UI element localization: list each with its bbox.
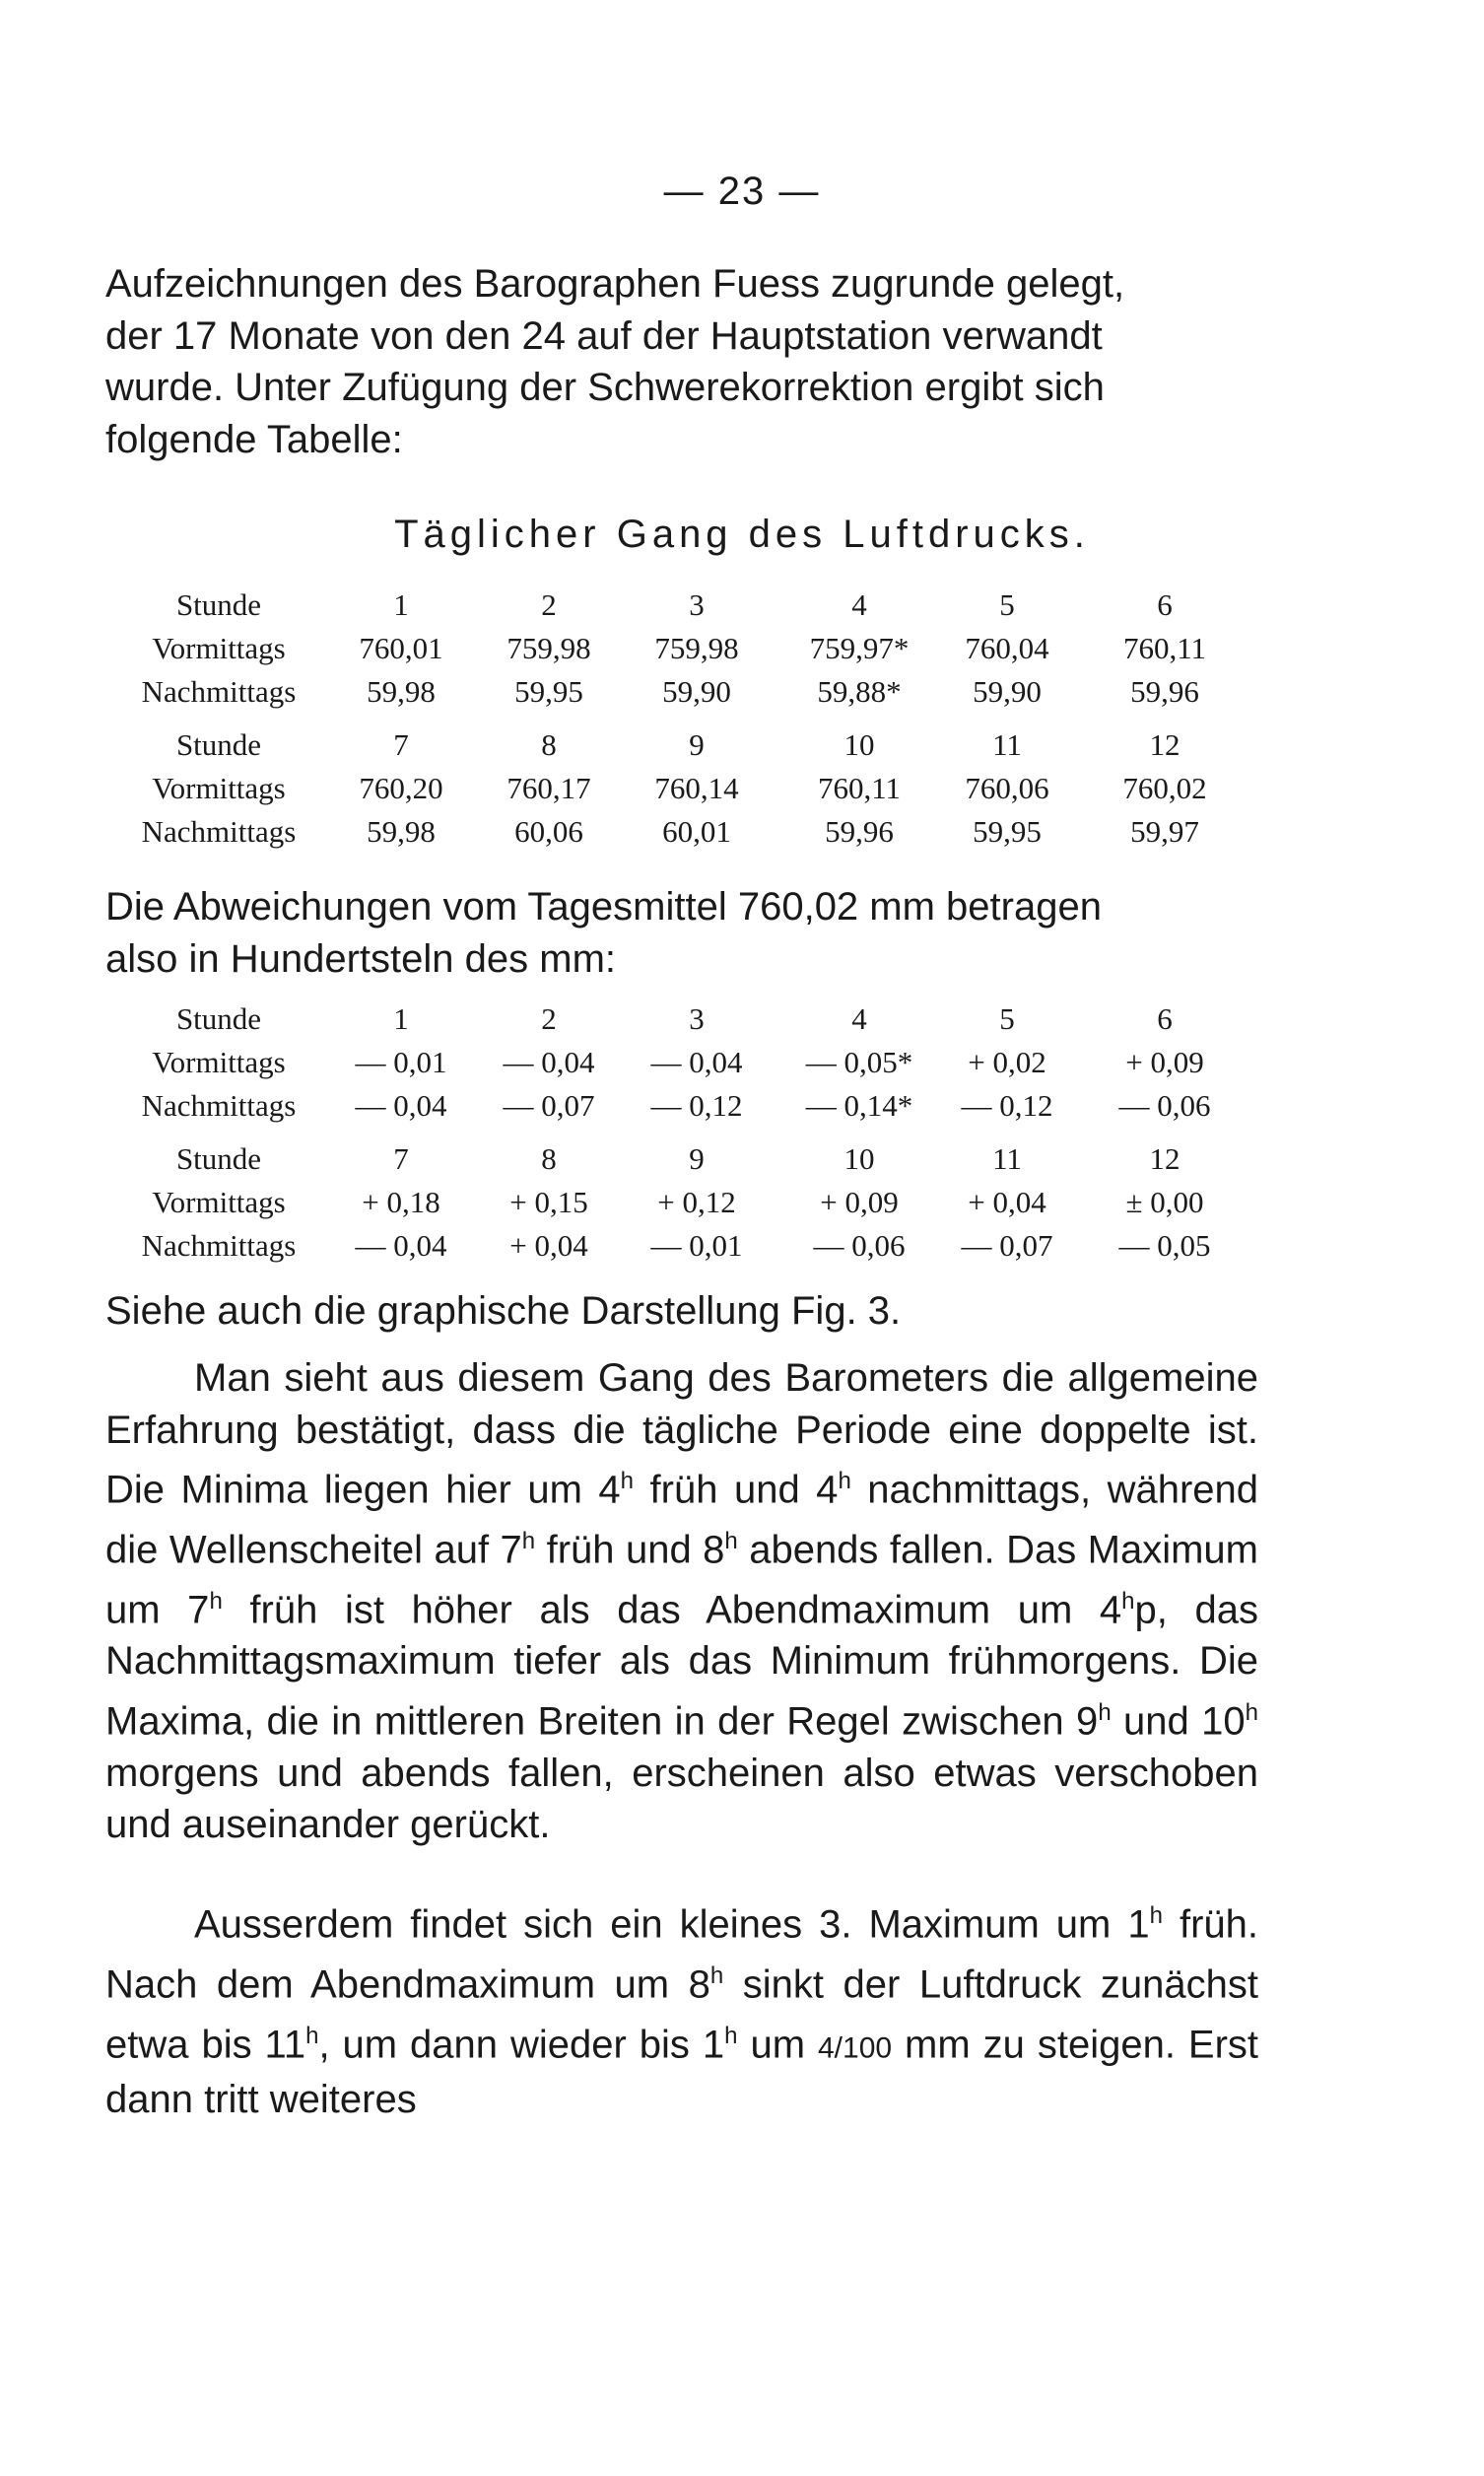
table-cell: 59,98: [367, 674, 436, 709]
table-cell: 6: [1157, 1001, 1173, 1036]
see-also-line: Siehe auch die graphische Darstellung Fig. 3.: [105, 1289, 902, 1333]
table-cell: 760,11: [1122, 631, 1207, 665]
table-cell: 12: [1149, 1141, 1180, 1176]
intro-line: Aufzeichnungen des Barographen Fuess zugrunde gelegt,: [105, 262, 1125, 306]
table-cell: 11: [992, 727, 1022, 762]
row-label: Vormittags: [152, 771, 286, 805]
body-paragraph-1: Man sieht aus diesem Gang des Barometers die allgemeine Erfahrung bestätigt, dass die tägliche Periode eine doppelte ist. Die Minima liegen hier um 4$^h$ früh und 4$^h$ nachmittags, während die Wellenscheitel auf 7$^h$ früh und 8$^h$ abends fallen. Das Maximum um 7$^h$ früh ist höher als das Abendmaximum um 4$^h$p, das Nachmittagsmaximum tiefer als das Minimum frühmorgens. Die Maxima, die in mittleren Breiten in der Regel zwischen 9$^h$ und 10$^h$ morgens und abends fallen, erscheinen also etwas verschoben und auseinander gerückt.: [105, 1356, 1259, 1847]
table-cell: 8: [541, 1141, 557, 1176]
intro-line: der 17 Monate von den 24 auf der Hauptstation verwandt: [105, 313, 1103, 358]
table-cell: 1: [393, 1001, 409, 1036]
table-cell: — 0,12: [650, 1088, 743, 1123]
table-cell: 9: [689, 727, 705, 762]
deviation-table: [105, 1001, 1258, 1272]
table-cell: 10: [843, 1141, 875, 1176]
row-label: Nachmittags: [141, 1228, 297, 1263]
row-label: Vormittags: [152, 1045, 286, 1079]
table-row: [105, 814, 1258, 858]
table-row: [105, 1185, 1258, 1228]
table-cell: 59,97: [1130, 814, 1199, 849]
table-cell: 10: [843, 727, 875, 762]
row-label: Nachmittags: [141, 674, 297, 709]
table-cell: — 0,04: [355, 1228, 447, 1263]
table-row: [105, 674, 1258, 718]
table-cell: 60,06: [514, 814, 583, 849]
table-cell: 3: [689, 587, 705, 622]
deviation-intro-line: also in Hundertsteln des mm:: [105, 936, 617, 981]
table-cell: 59,95: [973, 814, 1042, 849]
table-cell: 9: [689, 1141, 705, 1176]
table-cell: — 0,05: [1118, 1228, 1211, 1263]
table-cell: + 0,02: [968, 1045, 1046, 1079]
table-row: [105, 1088, 1258, 1132]
table-cell: + 0,09: [1125, 1045, 1204, 1079]
table-cell: 759,97*: [809, 631, 910, 665]
table-cell: 5: [999, 587, 1015, 622]
table-cell: 760,01: [359, 631, 443, 665]
pressure-table: [105, 587, 1258, 858]
table-cell: — 0,01: [650, 1228, 743, 1263]
table-cell: — 0,04: [355, 1088, 447, 1123]
table-cell: 760,14: [654, 771, 739, 805]
table-cell: 760,17: [506, 771, 591, 805]
table-cell: + 0,09: [820, 1185, 899, 1219]
table-cell: 12: [1149, 727, 1180, 762]
table-cell: 59,90: [973, 674, 1042, 709]
table-cell: 4: [851, 1001, 867, 1036]
row-label: Stunde: [175, 587, 262, 622]
row-label: Vormittags: [152, 631, 286, 665]
deviation-intro: [105, 881, 1258, 985]
table-cell: + 0,18: [362, 1185, 440, 1219]
table-cell: — 0,14*: [805, 1088, 913, 1123]
table-row: [105, 631, 1258, 674]
table-title: Täglicher Gang des Luftdrucks.: [394, 513, 1090, 556]
table-cell: 760,20: [359, 771, 443, 805]
table-cell: 59,98: [367, 814, 436, 849]
table-header-row: [105, 727, 1258, 771]
row-label: Stunde: [175, 1141, 262, 1176]
table-cell: 59,95: [514, 674, 583, 709]
table-header-row: [105, 587, 1258, 631]
table-header-row: [105, 1141, 1258, 1185]
table-cell: 8: [541, 727, 557, 762]
table-cell: 5: [999, 1001, 1015, 1036]
row-label: Vormittags: [152, 1185, 286, 1219]
table-cell: 59,90: [662, 674, 731, 709]
intro-line: folgende Tabelle:: [105, 417, 403, 461]
table-cell: — 0,04: [503, 1045, 595, 1079]
table-cell: — 0,05*: [805, 1045, 913, 1079]
table-cell: 759,98: [506, 631, 591, 665]
intro-line: wurde. Unter Zufügung der Schwerekorrektion ergibt sich: [105, 366, 1105, 409]
row-label: Stunde: [175, 727, 262, 762]
intro-paragraph: [105, 258, 1258, 465]
table-cell: 759,98: [654, 631, 739, 665]
table-cell: + 0,04: [509, 1228, 588, 1263]
body-paragraph-2: Ausserdem findet sich ein kleines 3. Maximum um 1$^h$ früh. Nach dem Abendmaximum um 8$^h$ sinkt der Luftdruck zunächst etwa bis 11$^h$, um dann wieder bis 1$^h$ um 4/100 mm zu steigen. Erst dann tritt weiteres: [105, 1902, 1259, 2122]
table-cell: + 0,12: [657, 1185, 736, 1219]
table-cell: — 0,12: [961, 1088, 1053, 1123]
table-cell: — 0,04: [650, 1045, 743, 1079]
table-row: [105, 1045, 1258, 1088]
fraction: 4/100: [817, 2030, 893, 2064]
table-cell: 6: [1157, 587, 1173, 622]
row-label: Stunde: [175, 1001, 262, 1036]
table-cell: 3: [689, 1001, 705, 1036]
table-cell: 760,04: [965, 631, 1049, 665]
table-cell: 2: [541, 587, 557, 622]
table-cell: 7: [393, 727, 409, 762]
table-cell: 2: [541, 1001, 557, 1036]
table-row: [105, 771, 1258, 814]
table-cell: 4: [851, 587, 867, 622]
page-number: — 23 —: [663, 170, 821, 213]
table-cell: — 0,06: [1118, 1088, 1211, 1123]
table-cell: 760,11: [817, 771, 902, 805]
table-cell: 59,96: [825, 814, 894, 849]
table-cell: 59,96: [1130, 674, 1199, 709]
table-row: [105, 1228, 1258, 1272]
deviation-intro-line: Die Abweichungen vom Tagesmittel 760,02 mm betragen: [105, 885, 1102, 928]
table-cell: ± 0,00: [1125, 1185, 1204, 1219]
table-cell: — 0,07: [503, 1088, 595, 1123]
table-cell: 59,88*: [817, 674, 902, 709]
row-label: Nachmittags: [141, 814, 297, 849]
table-cell: — 0,01: [355, 1045, 447, 1079]
table-header-row: [105, 1001, 1258, 1045]
table-cell: — 0,06: [813, 1228, 906, 1263]
table-cell: 60,01: [662, 814, 731, 849]
table-cell: + 0,04: [968, 1185, 1046, 1219]
table-cell: — 0,07: [961, 1228, 1053, 1263]
table-cell: 760,06: [965, 771, 1049, 805]
table-cell: 760,02: [1122, 771, 1207, 805]
table-cell: + 0,15: [509, 1185, 588, 1219]
row-label: Nachmittags: [141, 1088, 297, 1123]
table-cell: 7: [393, 1141, 409, 1176]
table-cell: 11: [992, 1141, 1022, 1176]
table-cell: 1: [393, 587, 409, 622]
